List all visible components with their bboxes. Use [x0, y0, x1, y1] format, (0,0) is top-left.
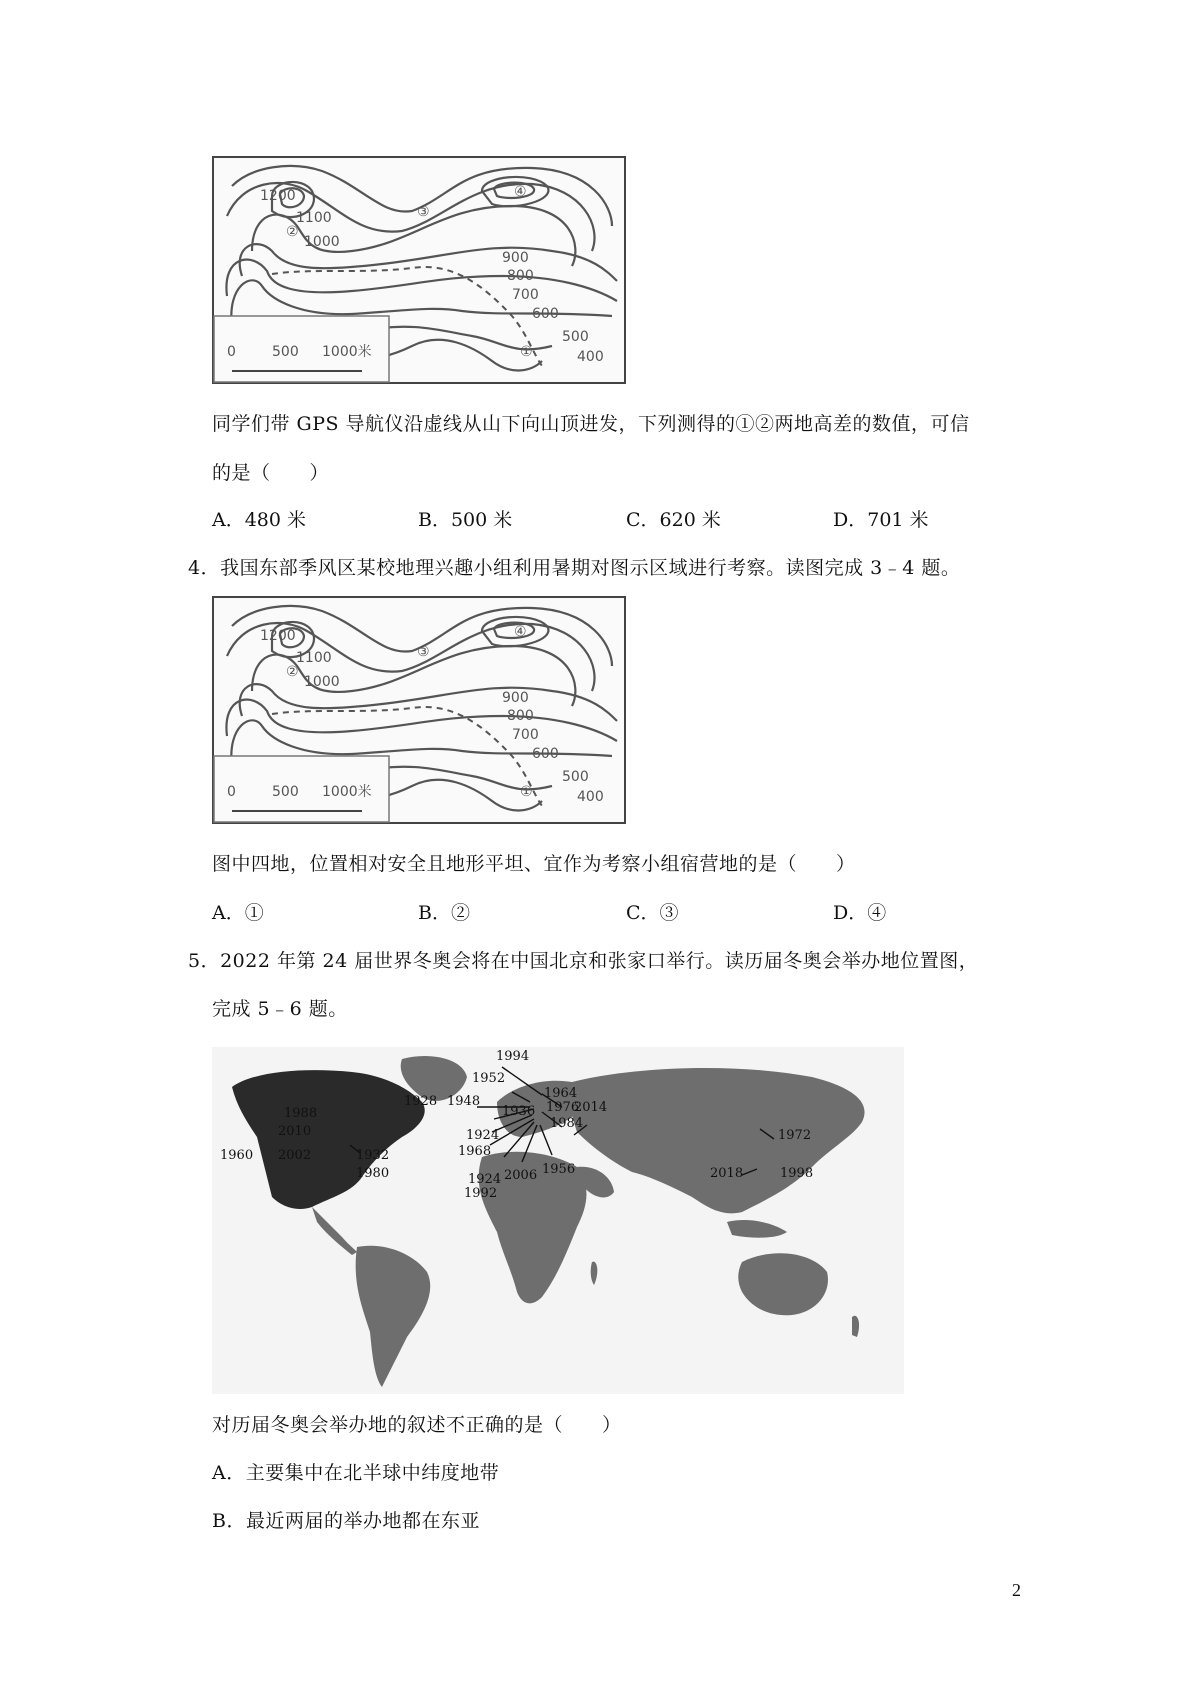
contour-label: 1100: [296, 650, 332, 666]
q5-option-a: A．主要集中在北半球中纬度地带: [212, 1462, 500, 1484]
q4-option-b: B．②: [418, 902, 470, 924]
scale-label: 0: [227, 784, 236, 800]
q5-intro-line2: 完成 5﹣6 题。: [212, 998, 348, 1020]
year-label: 1980: [356, 1166, 390, 1181]
q4-intro: 4．我国东部季风区某校地理兴趣小组利用暑期对图示区域进行考察。读图完成 3﹣4 题。: [188, 557, 961, 579]
q4-option-d: D．④: [833, 902, 887, 924]
scale-label: 500: [272, 784, 299, 800]
scale-label: 0: [227, 344, 236, 360]
year-label: 2006: [504, 1168, 538, 1183]
page-number: 2: [1012, 1580, 1021, 1600]
year-label: 1952: [472, 1071, 506, 1086]
q4-stem: 图中四地，位置相对安全且地形平坦、宜作为考察小组宿营地的是（ ）: [212, 853, 856, 875]
q3-option-d: D．701 米: [833, 509, 929, 531]
contour-label: 800: [507, 708, 534, 724]
year-label: 1988: [284, 1106, 318, 1121]
q4-option-c: C．③: [626, 902, 679, 924]
contour-label: 1200: [260, 628, 296, 644]
contour-label: 600: [532, 746, 559, 762]
contour-map-1: [212, 156, 626, 384]
year-label: 1932: [356, 1148, 390, 1163]
q5-stem: 对历届冬奥会举办地的叙述不正确的是（ ）: [212, 1414, 622, 1436]
point-marker: ③: [417, 644, 430, 660]
contour-label: 1100: [296, 210, 332, 226]
point-marker: ②: [286, 664, 299, 680]
point-marker: ④: [514, 184, 527, 200]
scale-label: 1000米: [322, 344, 372, 360]
year-label: 1992: [464, 1186, 498, 1201]
year-label: 1960: [220, 1148, 254, 1163]
contour-label: 800: [507, 268, 534, 284]
q3-stem-line2: 的是（ ）: [212, 462, 330, 484]
contour-label: 1200: [260, 188, 296, 204]
contour-label: 500: [562, 329, 589, 345]
year-label: 1924: [468, 1172, 502, 1187]
contour-label: 900: [502, 250, 529, 266]
scale-label: 1000米: [322, 784, 372, 800]
contour-label: 900: [502, 690, 529, 706]
q3-option-b: B．500 米: [418, 509, 513, 531]
year-label: 1994: [496, 1049, 530, 1064]
year-label: 1928: [404, 1094, 438, 1109]
year-label: 1948: [447, 1094, 481, 1109]
scale-label: 500: [272, 344, 299, 360]
year-label: 2010: [278, 1124, 312, 1139]
contour-label: 400: [577, 789, 604, 805]
year-label: 1936: [502, 1104, 536, 1119]
point-marker: ①: [520, 344, 533, 360]
contour-label: 1000: [304, 674, 340, 690]
world-map-winter-olympics: [212, 1047, 904, 1394]
year-label: 1972: [778, 1128, 812, 1143]
q3-option-a: A．480 米: [212, 509, 307, 531]
year-label: 1968: [458, 1144, 492, 1159]
contour-label: 500: [562, 769, 589, 785]
point-marker: ②: [286, 224, 299, 240]
q3-stem-line1: 同学们带 GPS 导航仪沿虚线从山下向山顶进发，下列测得的①②两地高差的数值，可信: [212, 413, 970, 435]
point-marker: ①: [520, 784, 533, 800]
year-label: 2018: [710, 1166, 744, 1181]
q5-intro-line1: 5．2022 年第 24 届世界冬奥会将在中国北京和张家口举行。读历届冬奥会举办地位置图，: [188, 950, 979, 972]
contour-label: 700: [512, 287, 539, 303]
year-label: 1998: [780, 1166, 814, 1181]
year-label: 1956: [542, 1162, 576, 1177]
year-label: 1984: [550, 1116, 584, 1131]
point-marker: ④: [514, 624, 527, 640]
contour-label: 700: [512, 727, 539, 743]
year-label: 1964: [544, 1086, 578, 1101]
point-marker: ③: [417, 204, 430, 220]
q4-option-a: A．①: [212, 902, 264, 924]
contour-label: 400: [577, 349, 604, 365]
q5-option-b: B．最近两届的举办地都在东亚: [212, 1510, 480, 1532]
q3-option-c: C．620 米: [626, 509, 721, 531]
contour-label: 600: [532, 306, 559, 322]
contour-label: 1000: [304, 234, 340, 250]
year-label: 2014: [574, 1100, 608, 1115]
contour-map-2: [212, 596, 626, 824]
year-label: 1976: [546, 1100, 580, 1115]
year-label: 2002: [278, 1148, 312, 1163]
year-label: 1924: [466, 1128, 500, 1143]
